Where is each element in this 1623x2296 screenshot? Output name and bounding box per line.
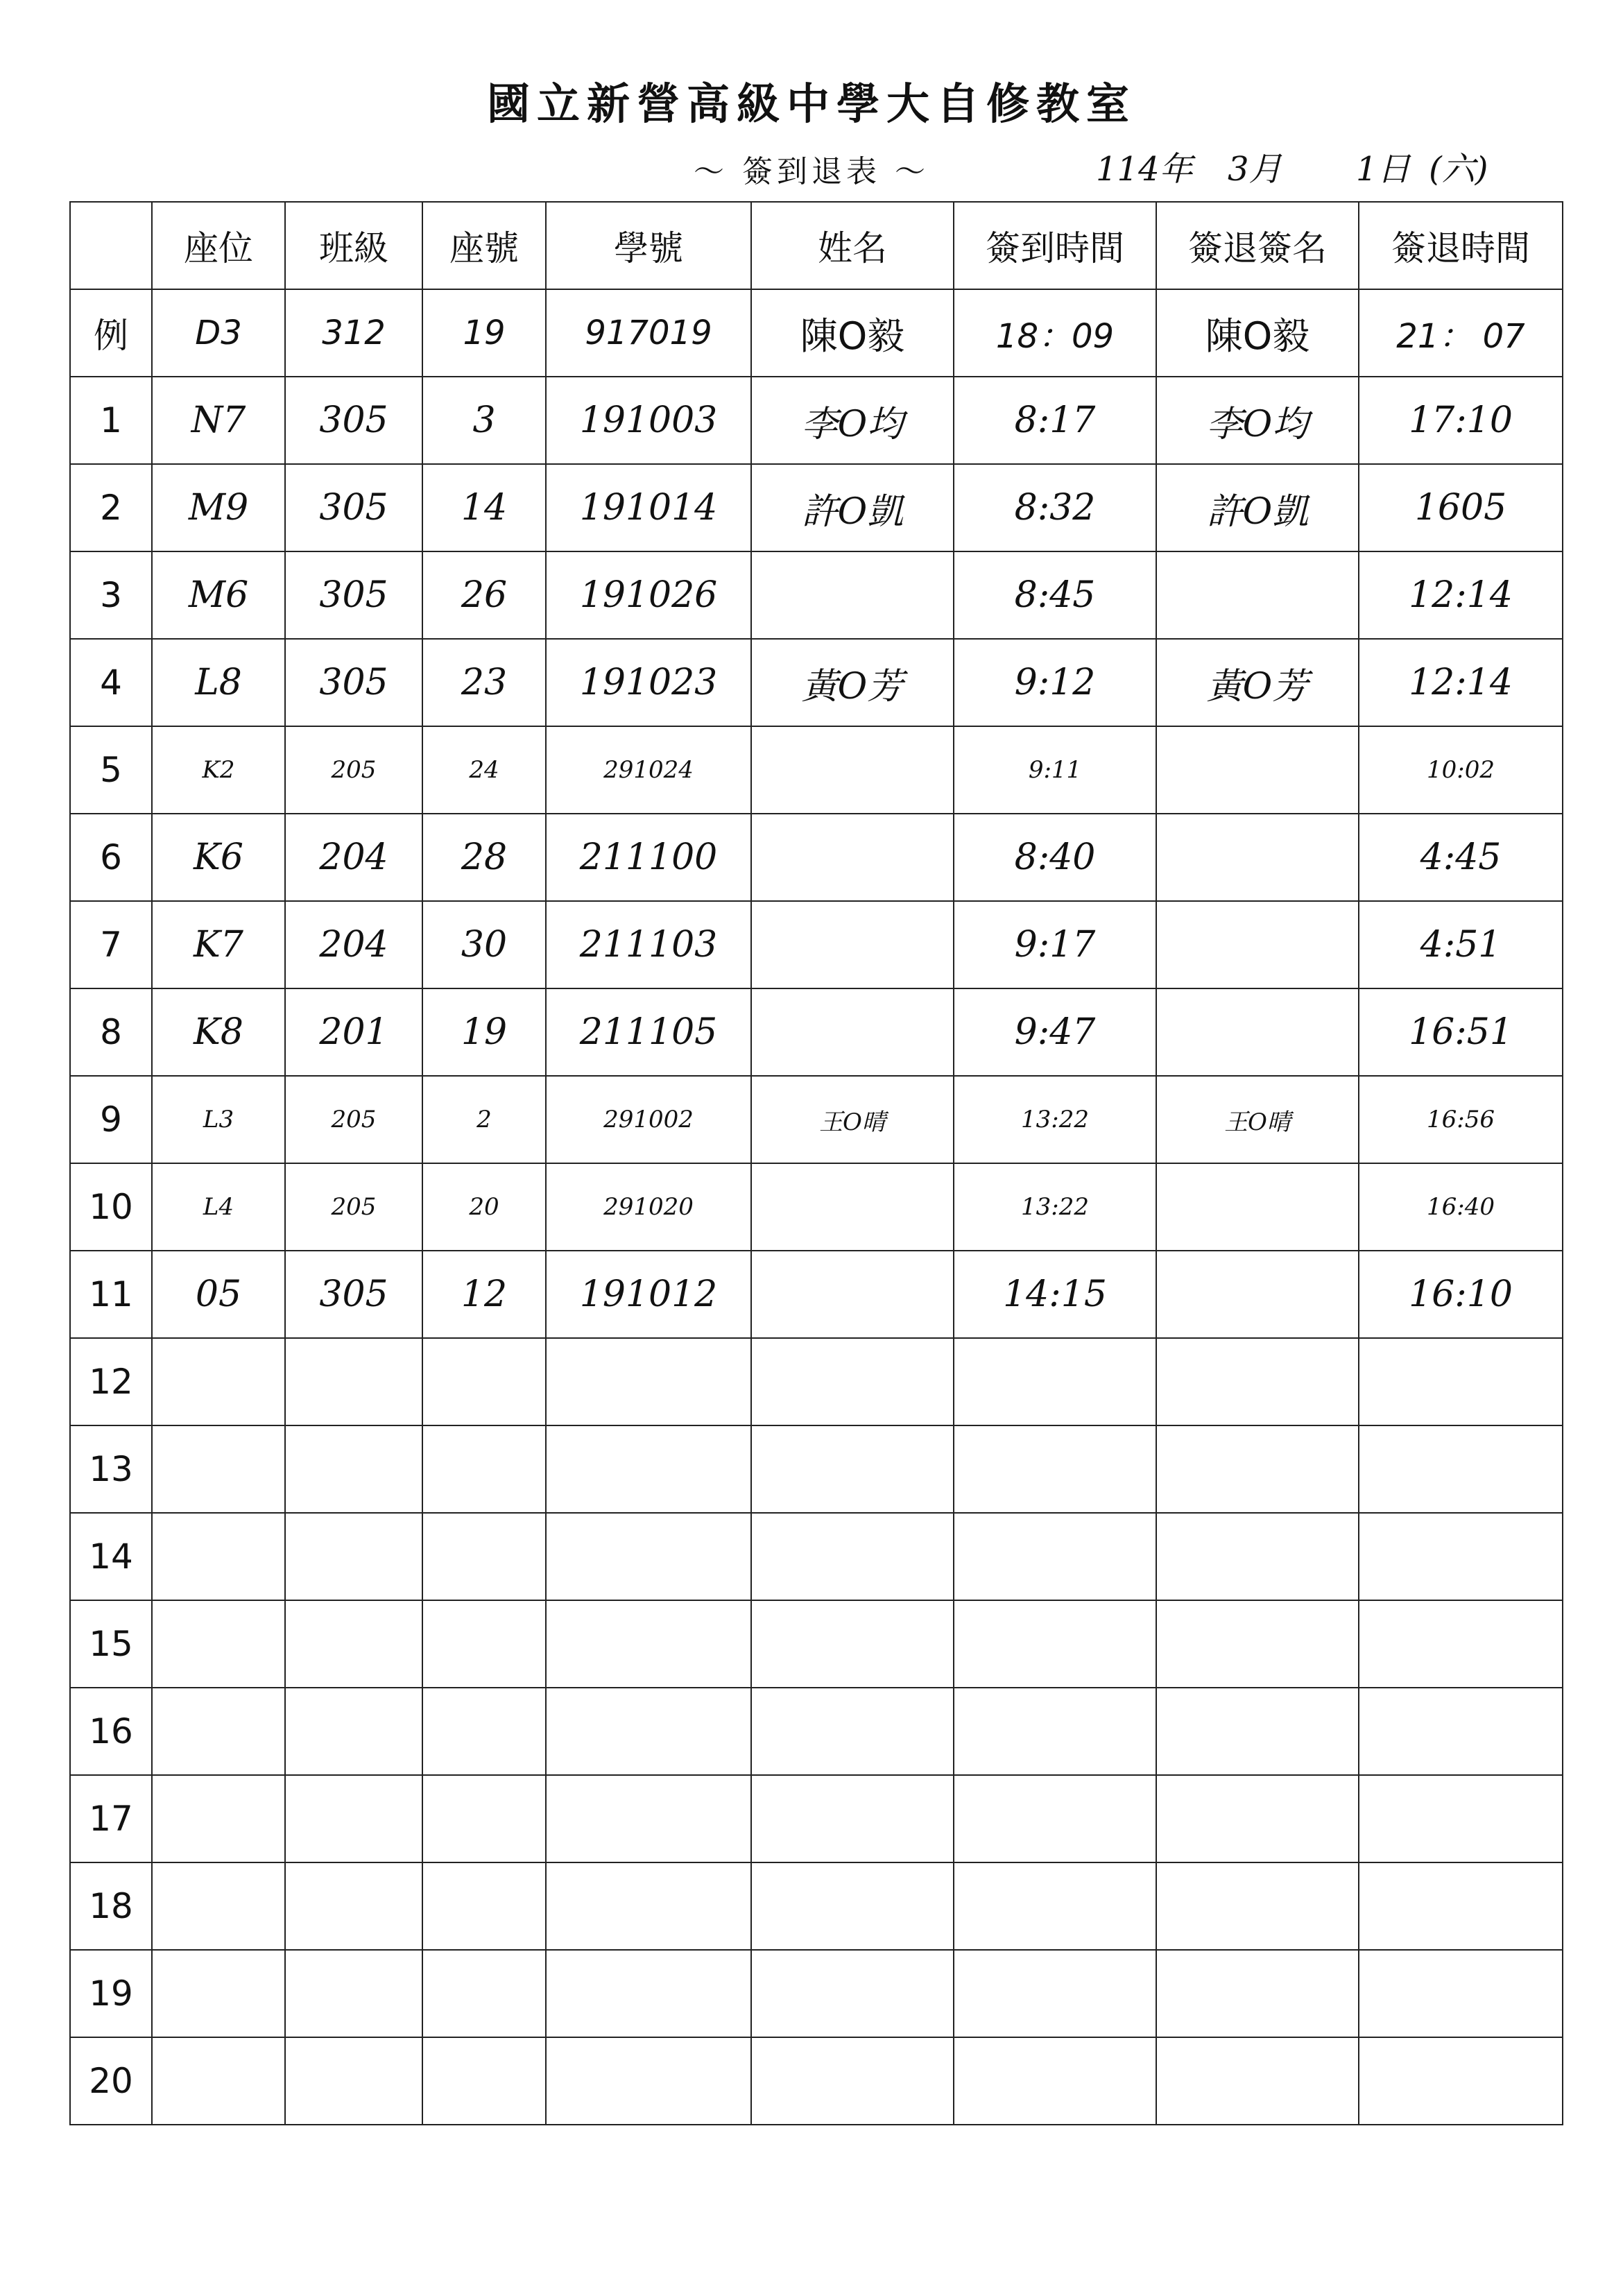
sign-in-time-cell: 9:47 xyxy=(954,988,1156,1076)
table-row xyxy=(70,1862,1563,1950)
form-subtitle: ～ 簽到退表 ～ xyxy=(694,154,929,189)
class-cell: 312 xyxy=(285,289,422,377)
sign-out-name-cell xyxy=(1156,814,1359,901)
sign-in-time-cell: 8:45 xyxy=(954,551,1156,639)
table-row xyxy=(70,1163,1563,1251)
sign-out-time-cell: 12:14 xyxy=(1359,639,1563,726)
student-id-cell: 191014 xyxy=(546,464,751,551)
class-cell: 204 xyxy=(285,901,422,988)
sign-out-time-cell: 16:10 xyxy=(1359,1251,1563,1338)
sign-out-time-cell: 1605 xyxy=(1359,464,1563,551)
class-cell xyxy=(285,1600,422,1688)
sign-in-time-cell xyxy=(954,1862,1156,1950)
class-cell: 204 xyxy=(285,814,422,901)
sign-out-name-cell xyxy=(1156,988,1359,1076)
header-cell-sign-out-time: 簽退時間 xyxy=(1359,202,1563,289)
sign-out-time-cell xyxy=(1359,1775,1563,1862)
sign-out-name-cell: 黃O芳 xyxy=(1156,639,1359,726)
date-day: 1日 xyxy=(1356,150,1411,189)
header-cell-seat: 座位 xyxy=(152,202,285,289)
name-cell xyxy=(751,1688,954,1775)
sign-out-name-cell: 李O均 xyxy=(1156,377,1359,464)
seat-cell xyxy=(152,1950,285,2037)
class-cell xyxy=(285,1688,422,1775)
sign-out-name-cell xyxy=(1156,726,1359,814)
student-id-cell xyxy=(546,1338,751,1425)
row-number-cell: 17 xyxy=(70,1775,152,1862)
sign-out-time-cell xyxy=(1359,1862,1563,1950)
name-cell xyxy=(751,901,954,988)
student-id-cell: 191023 xyxy=(546,639,751,726)
seat-cell xyxy=(152,1862,285,1950)
sign-out-time-cell xyxy=(1359,1338,1563,1425)
header-cell-class: 班級 xyxy=(285,202,422,289)
seat-cell: K8 xyxy=(152,988,285,1076)
table-row xyxy=(70,1688,1563,1775)
row-number-cell: 20 xyxy=(70,2037,152,2125)
table-row xyxy=(70,551,1563,639)
class-cell xyxy=(285,2037,422,2125)
sign-in-time-cell: 9:11 xyxy=(954,726,1156,814)
sign-out-time-cell: 12:14 xyxy=(1359,551,1563,639)
sign-in-time-cell xyxy=(954,1425,1156,1513)
name-cell xyxy=(751,551,954,639)
sign-out-time-cell: 21： 07 xyxy=(1359,289,1563,377)
header-cell-seat-no: 座號 xyxy=(422,202,546,289)
sign-out-time-cell xyxy=(1359,1425,1563,1513)
sign-in-time-cell xyxy=(954,1950,1156,2037)
sign-out-name-cell: 王O晴 xyxy=(1156,1076,1359,1163)
seat-cell: 05 xyxy=(152,1251,285,1338)
seat-no-cell: 24 xyxy=(422,726,546,814)
header-cell-index xyxy=(70,202,152,289)
row-number-cell: 7 xyxy=(70,901,152,988)
row-number-cell: 例 xyxy=(70,289,152,377)
seat-cell xyxy=(152,1425,285,1513)
seat-cell xyxy=(152,2037,285,2125)
sign-out-name-cell xyxy=(1156,1163,1359,1251)
table-row xyxy=(70,1338,1563,1425)
sign-out-name-cell: 陳O毅 xyxy=(1156,289,1359,377)
sign-out-name-cell xyxy=(1156,1425,1359,1513)
seat-cell xyxy=(152,1513,285,1600)
header-cell-student-id: 學號 xyxy=(546,202,751,289)
table-row xyxy=(70,1950,1563,2037)
table-row xyxy=(70,726,1563,814)
page-title: 國立新營高級中學大自修教室 xyxy=(486,78,1136,129)
sign-out-time-cell xyxy=(1359,1950,1563,2037)
sign-out-time-cell xyxy=(1359,1513,1563,1600)
class-cell xyxy=(285,1425,422,1513)
seat-cell xyxy=(152,1775,285,1862)
row-number-cell: 18 xyxy=(70,1862,152,1950)
class-cell xyxy=(285,1775,422,1862)
row-number-cell: 11 xyxy=(70,1251,152,1338)
seat-no-cell xyxy=(422,1775,546,1862)
seat-cell: N7 xyxy=(152,377,285,464)
table-row xyxy=(70,2037,1563,2125)
class-cell: 305 xyxy=(285,464,422,551)
example-row xyxy=(70,289,1563,377)
seat-no-cell: 19 xyxy=(422,988,546,1076)
table-body xyxy=(70,289,1563,2125)
class-cell: 305 xyxy=(285,551,422,639)
class-cell: 305 xyxy=(285,1251,422,1338)
student-id-cell: 211100 xyxy=(546,814,751,901)
sign-in-time-cell: 8:32 xyxy=(954,464,1156,551)
class-cell xyxy=(285,1513,422,1600)
seat-no-cell xyxy=(422,1688,546,1775)
name-cell xyxy=(751,1163,954,1251)
sign-out-time-cell: 16:51 xyxy=(1359,988,1563,1076)
name-cell xyxy=(751,1950,954,2037)
name-cell: 許O凱 xyxy=(751,464,954,551)
seat-cell: K6 xyxy=(152,814,285,901)
seat-cell: M6 xyxy=(152,551,285,639)
student-id-cell: 191003 xyxy=(546,377,751,464)
seat-cell: M9 xyxy=(152,464,285,551)
seat-no-cell: 19 xyxy=(422,289,546,377)
sign-out-name-cell xyxy=(1156,901,1359,988)
student-id-cell: 291002 xyxy=(546,1076,751,1163)
name-cell xyxy=(751,1862,954,1950)
row-number-cell: 16 xyxy=(70,1688,152,1775)
header-cell-sign-in-time: 簽到時間 xyxy=(954,202,1156,289)
sign-out-name-cell: 許O凱 xyxy=(1156,464,1359,551)
student-id-cell xyxy=(546,1425,751,1513)
row-number-cell: 10 xyxy=(70,1163,152,1251)
seat-cell xyxy=(152,1688,285,1775)
row-number-cell: 1 xyxy=(70,377,152,464)
table-row xyxy=(70,377,1563,464)
row-number-cell: 15 xyxy=(70,1600,152,1688)
row-number-cell: 12 xyxy=(70,1338,152,1425)
sign-out-name-cell xyxy=(1156,1775,1359,1862)
sign-in-time-cell xyxy=(954,2037,1156,2125)
sign-in-time-cell xyxy=(954,1513,1156,1600)
date-weekday: (六) xyxy=(1429,150,1488,189)
seat-no-cell xyxy=(422,1513,546,1600)
name-cell: 黃O芳 xyxy=(751,639,954,726)
sign-in-time-cell: 13:22 xyxy=(954,1076,1156,1163)
table-row xyxy=(70,639,1563,726)
seat-no-cell xyxy=(422,1862,546,1950)
date-month: 3月 xyxy=(1228,150,1282,189)
table-row xyxy=(70,988,1563,1076)
student-id-cell: 291020 xyxy=(546,1163,751,1251)
sign-out-name-cell xyxy=(1156,1950,1359,2037)
seat-cell: D3 xyxy=(152,289,285,377)
class-cell: 205 xyxy=(285,1163,422,1251)
row-number-cell: 19 xyxy=(70,1950,152,2037)
table-row xyxy=(70,1600,1563,1688)
header-cell-name: 姓名 xyxy=(751,202,954,289)
row-number-cell: 14 xyxy=(70,1513,152,1600)
seat-cell: K2 xyxy=(152,726,285,814)
sign-out-time-cell xyxy=(1359,1600,1563,1688)
row-number-cell: 5 xyxy=(70,726,152,814)
student-id-cell: 191026 xyxy=(546,551,751,639)
seat-no-cell xyxy=(422,1425,546,1513)
sign-out-name-cell xyxy=(1156,1251,1359,1338)
name-cell xyxy=(751,1600,954,1688)
sign-out-name-cell xyxy=(1156,1688,1359,1775)
student-id-cell xyxy=(546,1688,751,1775)
sign-in-time-cell: 8:40 xyxy=(954,814,1156,901)
student-id-cell xyxy=(546,1862,751,1950)
sign-in-time-cell: 8:17 xyxy=(954,377,1156,464)
sign-out-name-cell xyxy=(1156,1862,1359,1950)
sign-in-time-cell: 13:22 xyxy=(954,1163,1156,1251)
class-cell: 205 xyxy=(285,726,422,814)
sign-in-time-cell xyxy=(954,1688,1156,1775)
sign-out-name-cell xyxy=(1156,1338,1359,1425)
class-cell: 205 xyxy=(285,1076,422,1163)
class-cell xyxy=(285,1950,422,2037)
name-cell xyxy=(751,1425,954,1513)
seat-cell: K7 xyxy=(152,901,285,988)
seat-cell xyxy=(152,1338,285,1425)
student-id-cell xyxy=(546,1513,751,1600)
sign-out-time-cell: 16:56 xyxy=(1359,1076,1563,1163)
date-year: 114年 xyxy=(1096,150,1193,189)
name-cell xyxy=(751,988,954,1076)
table-row xyxy=(70,1775,1563,1862)
class-cell xyxy=(285,1862,422,1950)
sign-in-time-cell: 18：09 xyxy=(954,289,1156,377)
class-cell xyxy=(285,1338,422,1425)
sign-out-time-cell: 10:02 xyxy=(1359,726,1563,814)
name-cell: 王O晴 xyxy=(751,1076,954,1163)
table-row xyxy=(70,1076,1563,1163)
name-cell xyxy=(751,814,954,901)
student-id-cell xyxy=(546,1600,751,1688)
student-id-cell: 211103 xyxy=(546,901,751,988)
sign-out-time-cell: 17:10 xyxy=(1359,377,1563,464)
student-id-cell xyxy=(546,2037,751,2125)
sign-in-table xyxy=(69,201,1563,2125)
name-cell: 李O均 xyxy=(751,377,954,464)
header-cell-sign-out-name: 簽退簽名 xyxy=(1156,202,1359,289)
table-row xyxy=(70,1425,1563,1513)
name-cell xyxy=(751,1251,954,1338)
name-cell xyxy=(751,726,954,814)
name-cell xyxy=(751,2037,954,2125)
student-id-cell: 917019 xyxy=(546,289,751,377)
sign-out-name-cell xyxy=(1156,1600,1359,1688)
sign-out-name-cell xyxy=(1156,2037,1359,2125)
name-cell: 陳O毅 xyxy=(751,289,954,377)
seat-no-cell: 12 xyxy=(422,1251,546,1338)
seat-no-cell: 26 xyxy=(422,551,546,639)
class-cell: 305 xyxy=(285,639,422,726)
row-number-cell: 8 xyxy=(70,988,152,1076)
sign-out-name-cell xyxy=(1156,1513,1359,1600)
table-row xyxy=(70,1513,1563,1600)
sign-in-time-cell xyxy=(954,1338,1156,1425)
class-cell: 305 xyxy=(285,377,422,464)
seat-cell xyxy=(152,1600,285,1688)
name-cell xyxy=(751,1775,954,1862)
seat-cell: L8 xyxy=(152,639,285,726)
sign-out-time-cell: 4:51 xyxy=(1359,901,1563,988)
seat-no-cell xyxy=(422,1950,546,2037)
row-number-cell: 9 xyxy=(70,1076,152,1163)
sign-out-time-cell: 16:40 xyxy=(1359,1163,1563,1251)
sign-in-time-cell: 9:17 xyxy=(954,901,1156,988)
seat-no-cell: 3 xyxy=(422,377,546,464)
sign-in-time-cell: 14:15 xyxy=(954,1251,1156,1338)
seat-no-cell xyxy=(422,2037,546,2125)
class-cell: 201 xyxy=(285,988,422,1076)
table-row xyxy=(70,814,1563,901)
student-id-cell: 191012 xyxy=(546,1251,751,1338)
seat-no-cell: 2 xyxy=(422,1076,546,1163)
student-id-cell xyxy=(546,1775,751,1862)
seat-no-cell: 30 xyxy=(422,901,546,988)
seat-no-cell xyxy=(422,1600,546,1688)
student-id-cell: 211105 xyxy=(546,988,751,1076)
header-row xyxy=(70,202,1563,289)
name-cell xyxy=(751,1513,954,1600)
seat-cell: L4 xyxy=(152,1163,285,1251)
sign-in-time-cell xyxy=(954,1600,1156,1688)
seat-no-cell xyxy=(422,1338,546,1425)
sign-in-time-cell xyxy=(954,1775,1156,1862)
seat-cell: L3 xyxy=(152,1076,285,1163)
seat-no-cell: 28 xyxy=(422,814,546,901)
table-row xyxy=(70,464,1563,551)
sign-in-time-cell: 9:12 xyxy=(954,639,1156,726)
name-cell xyxy=(751,1338,954,1425)
sign-out-time-cell xyxy=(1359,2037,1563,2125)
student-id-cell xyxy=(546,1950,751,2037)
sign-out-name-cell xyxy=(1156,551,1359,639)
row-number-cell: 13 xyxy=(70,1425,152,1513)
row-number-cell: 4 xyxy=(70,639,152,726)
table-row xyxy=(70,901,1563,988)
subtitle-row xyxy=(0,142,1623,198)
row-number-cell: 3 xyxy=(70,551,152,639)
seat-no-cell: 14 xyxy=(422,464,546,551)
table-row xyxy=(70,1251,1563,1338)
row-number-cell: 6 xyxy=(70,814,152,901)
student-id-cell: 291024 xyxy=(546,726,751,814)
seat-no-cell: 23 xyxy=(422,639,546,726)
sign-out-time-cell xyxy=(1359,1688,1563,1775)
seat-no-cell: 20 xyxy=(422,1163,546,1251)
row-number-cell: 2 xyxy=(70,464,152,551)
sign-out-time-cell: 4:45 xyxy=(1359,814,1563,901)
